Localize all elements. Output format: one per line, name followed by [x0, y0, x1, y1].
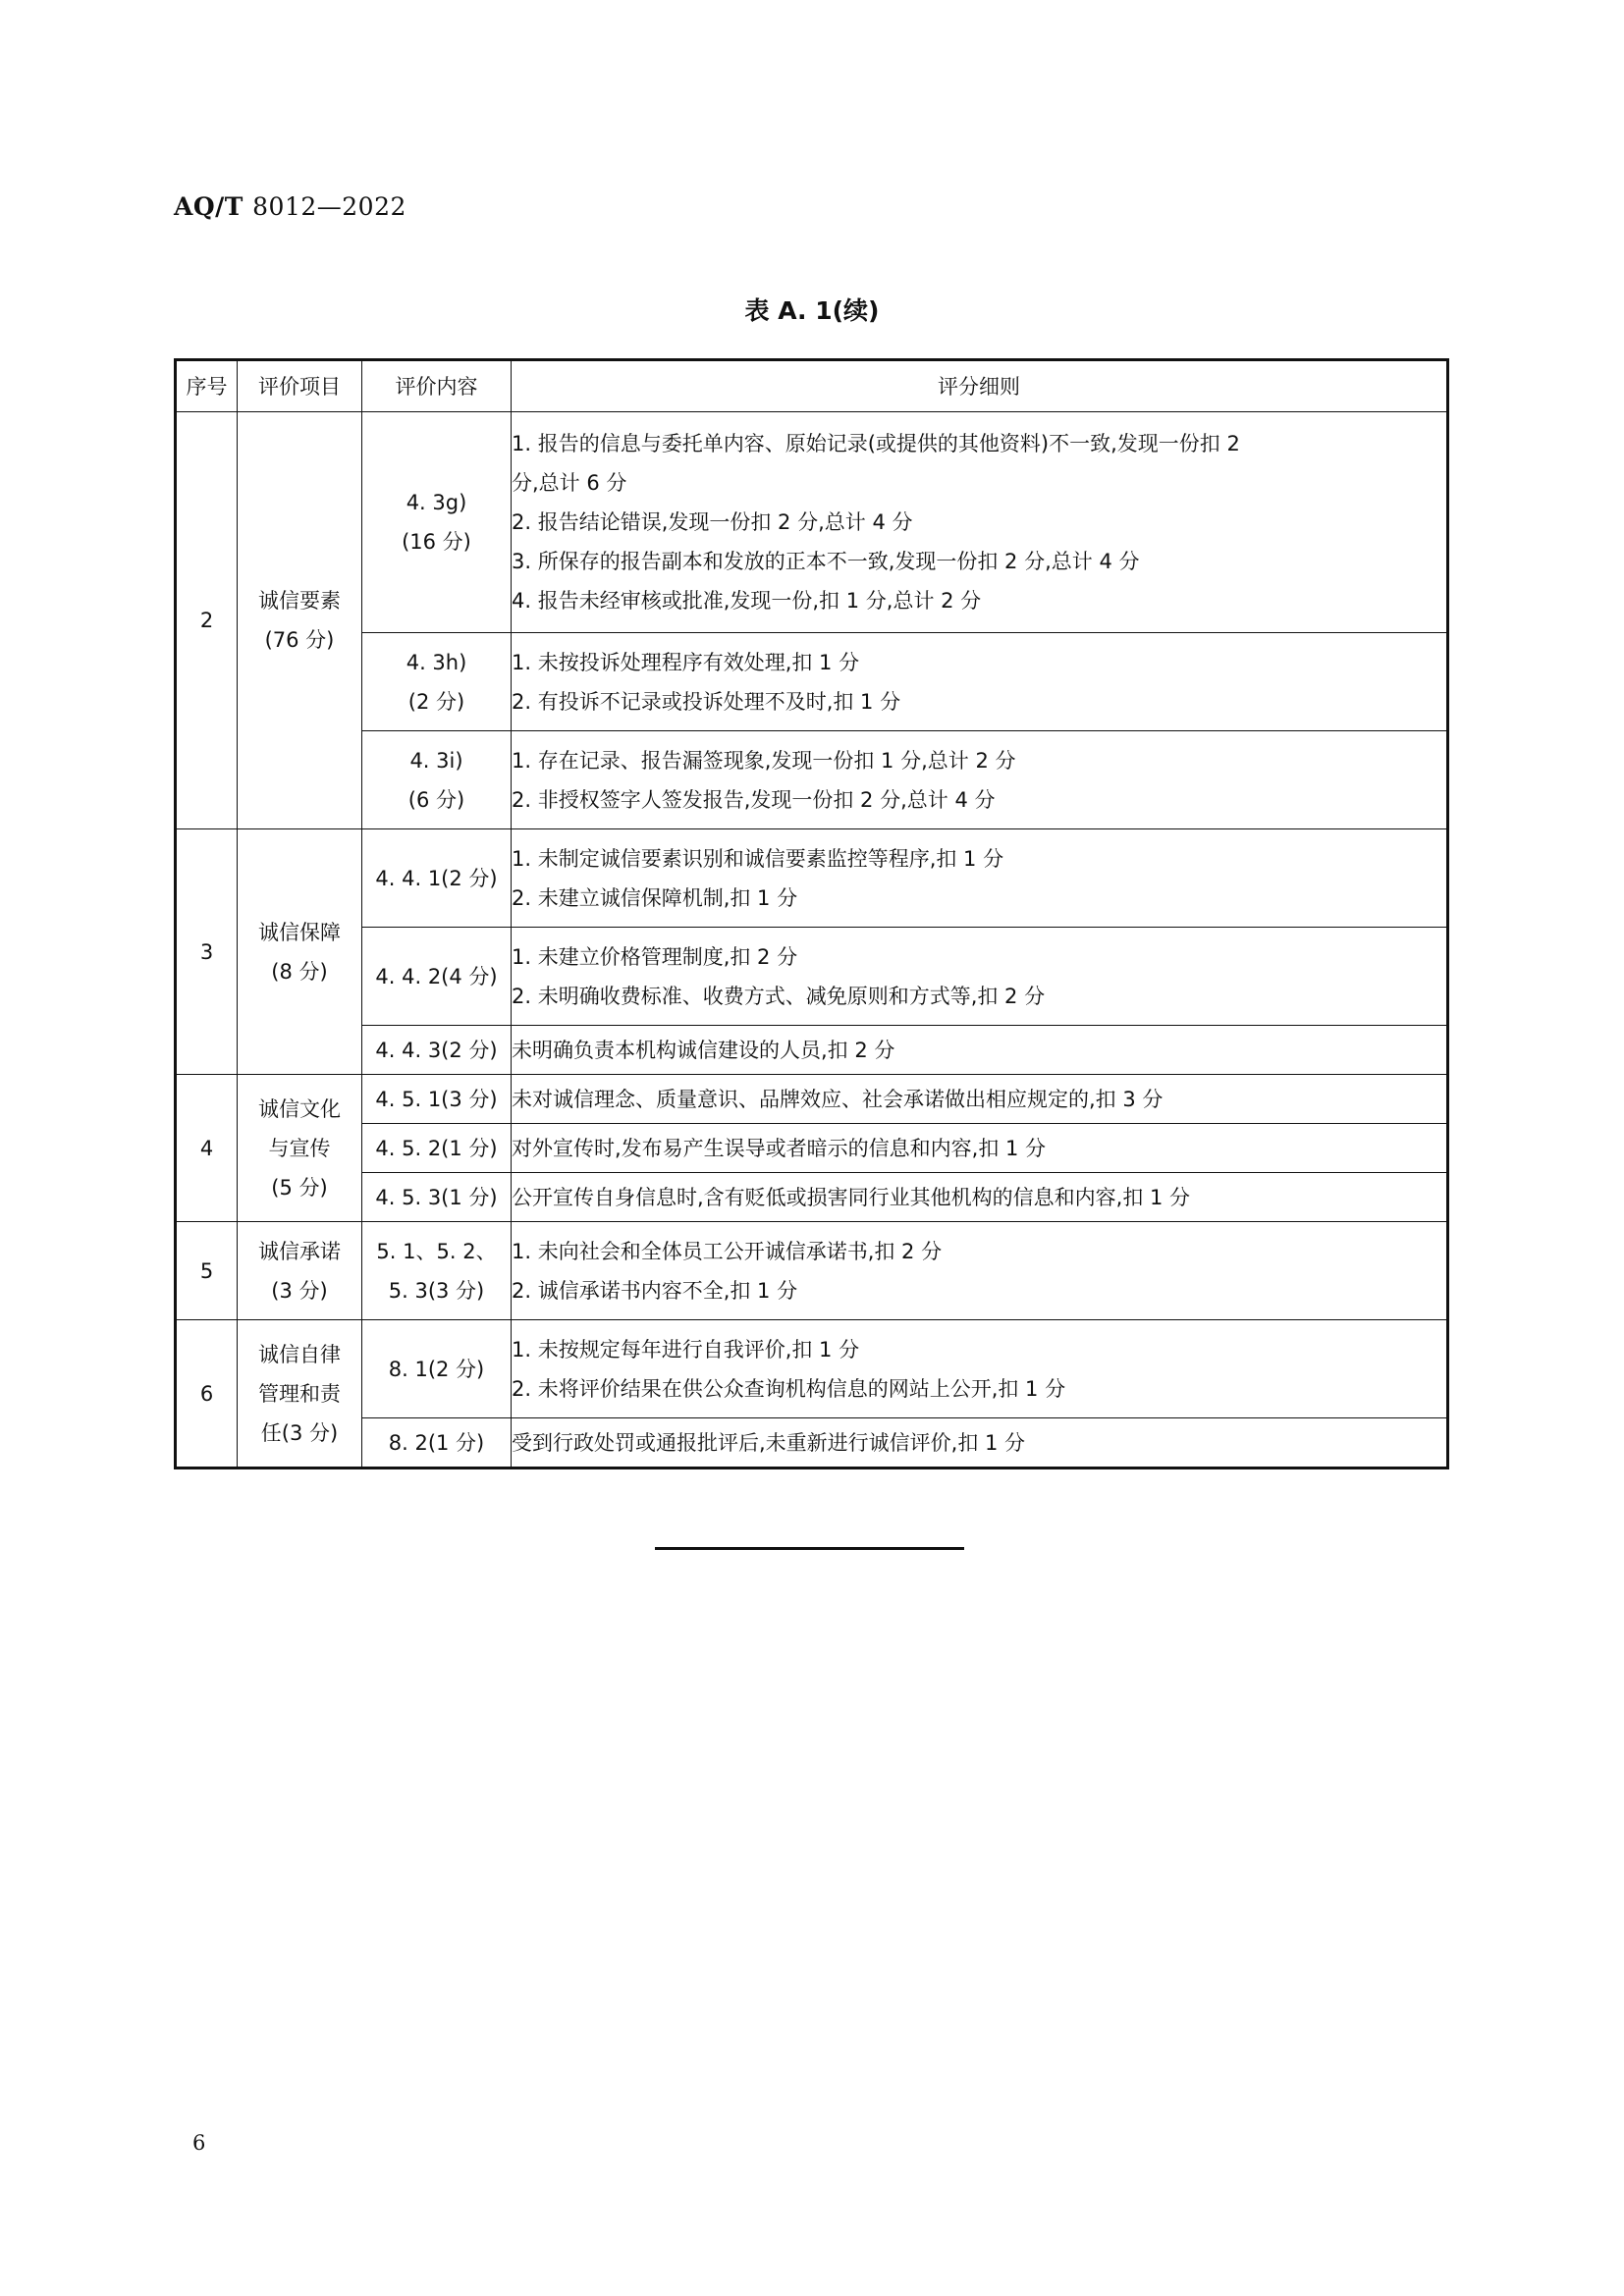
- end-of-document-rule: [655, 1547, 964, 1550]
- item-text: (5 分): [271, 1175, 328, 1200]
- rule-text: 2. 诚信承诺书内容不全,扣 1 分: [512, 1278, 798, 1303]
- table-row: [176, 1418, 1448, 1468]
- table-row: [176, 412, 1448, 633]
- content-cell: 4. 4. 2(4 分): [362, 928, 512, 1026]
- content-text: 4. 3i): [409, 748, 463, 773]
- content-cell: [362, 633, 512, 731]
- item-text: 诚信承诺: [258, 1239, 341, 1263]
- table-row: [176, 1222, 1448, 1320]
- serial-cell: 3: [176, 829, 238, 1075]
- rule-cell: [512, 928, 1448, 1026]
- rule-cell: [512, 1222, 1448, 1320]
- header-serial: 序号: [176, 360, 238, 412]
- rule-cell: [512, 829, 1448, 928]
- rule-cell: 对外宣传时,发布易产生误导或者暗示的信息和内容,扣 1 分: [512, 1124, 1448, 1173]
- content-text: (6 分): [407, 787, 465, 812]
- header-rules: 评分细则: [512, 360, 1448, 412]
- rule-text: 1. 未向社会和全体员工公开诚信承诺书,扣 2 分: [512, 1239, 943, 1263]
- serial-cell: 4: [176, 1075, 238, 1222]
- serial-cell: 5: [176, 1222, 238, 1320]
- table-caption: 表 A. 1(续): [744, 296, 880, 325]
- page-number: 6: [192, 2131, 206, 2155]
- rule-text: 3. 所保存的报告副本和发放的正本不一致,发现一份扣 2 分,总计 4 分: [512, 550, 1140, 573]
- table-row: [176, 1320, 1448, 1418]
- item-text: 诚信自律: [258, 1342, 341, 1366]
- content-text: (16 分): [402, 530, 471, 554]
- content-text: 5. 3(3 分): [388, 1278, 485, 1303]
- rule-text: 1. 报告的信息与委托单内容、原始记录(或提供的其他资料)不一致,发现一份扣 2: [512, 432, 1240, 455]
- content-cell: 4. 4. 3(2 分): [362, 1026, 512, 1075]
- item-text: 诚信文化: [258, 1096, 341, 1121]
- content-cell: [362, 1222, 512, 1320]
- content-cell: [362, 412, 512, 633]
- document-code: [174, 192, 406, 221]
- rule-cell: 公开宣传自身信息时,含有贬低或损害同行业其他机构的信息和内容,扣 1 分: [512, 1173, 1448, 1222]
- scoring-table: [174, 358, 1449, 1469]
- table-row: [176, 829, 1448, 928]
- item-text: 诚信保障: [258, 920, 341, 944]
- rule-cell: [512, 731, 1448, 829]
- rule-text: 1. 存在记录、报告漏签现象,发现一份扣 1 分,总计 2 分: [512, 748, 1016, 773]
- item-text: 诚信要素: [258, 589, 341, 613]
- item-text: 管理和责: [258, 1381, 341, 1406]
- table-row: [176, 1124, 1448, 1173]
- content-text: 5. 1、5. 2、: [376, 1239, 497, 1263]
- item-text: (8 分): [271, 959, 328, 984]
- rule-cell: [512, 1320, 1448, 1418]
- rule-cell: 未明确负责本机构诚信建设的人员,扣 2 分: [512, 1026, 1448, 1075]
- standard-number: 8012—2022: [252, 192, 406, 221]
- item-text: (3 分): [271, 1278, 328, 1303]
- rule-text: 4. 报告未经审核或批准,发现一份,扣 1 分,总计 2 分: [512, 589, 982, 613]
- rule-cell: [512, 412, 1448, 633]
- item-text: 与宣传: [268, 1136, 331, 1160]
- rule-text: 1. 未按投诉处理程序有效处理,扣 1 分: [512, 650, 860, 674]
- rule-text: 2. 报告结论错误,发现一份扣 2 分,总计 4 分: [512, 510, 913, 534]
- rule-text: 2. 未将评价结果在供公众查询机构信息的网站上公开,扣 1 分: [512, 1376, 1066, 1401]
- item-cell: [238, 1320, 362, 1468]
- table-row: [176, 731, 1448, 829]
- item-cell: [238, 829, 362, 1075]
- standard-prefix: AQ/T: [174, 192, 244, 221]
- content-cell: 4. 5. 2(1 分): [362, 1124, 512, 1173]
- table-row: [176, 1173, 1448, 1222]
- table-row: [176, 1026, 1448, 1075]
- rule-text: 2. 非授权签字人签发报告,发现一份扣 2 分,总计 4 分: [512, 787, 996, 812]
- rule-text: 2. 未建立诚信保障机制,扣 1 分: [512, 885, 798, 910]
- content-text: 4. 3g): [406, 491, 467, 514]
- table-row: [176, 1075, 1448, 1124]
- rule-text: 1. 未建立价格管理制度,扣 2 分: [512, 944, 798, 969]
- item-cell: [238, 1075, 362, 1222]
- content-text: 4. 3h): [406, 650, 467, 674]
- table-row: [176, 928, 1448, 1026]
- serial-cell: 6: [176, 1320, 238, 1468]
- rule-text: 1. 未制定诚信要素识别和诚信要素监控等程序,扣 1 分: [512, 846, 1004, 871]
- rule-text: 2. 未明确收费标准、收费方式、减免原则和方式等,扣 2 分: [512, 984, 1046, 1008]
- table-row: [176, 633, 1448, 731]
- content-cell: 8. 2(1 分): [362, 1418, 512, 1468]
- content-cell: 4. 5. 3(1 分): [362, 1173, 512, 1222]
- content-cell: 4. 4. 1(2 分): [362, 829, 512, 928]
- content-cell: 4. 5. 1(3 分): [362, 1075, 512, 1124]
- rule-text: 分,总计 6 分: [512, 471, 627, 495]
- header-content: 评价内容: [362, 360, 512, 412]
- item-cell: [238, 412, 362, 829]
- item-text: 任(3 分): [260, 1420, 339, 1445]
- item-cell: [238, 1222, 362, 1320]
- rule-text: 2. 有投诉不记录或投诉处理不及时,扣 1 分: [512, 689, 901, 714]
- table-header-row: [176, 360, 1448, 412]
- content-cell: 8. 1(2 分): [362, 1320, 512, 1418]
- rule-cell: [512, 633, 1448, 731]
- rule-text: 1. 未按规定每年进行自我评价,扣 1 分: [512, 1337, 860, 1362]
- item-text: (76 分): [264, 628, 335, 652]
- header-item: 评价项目: [238, 360, 362, 412]
- serial-cell: 2: [176, 412, 238, 829]
- rule-cell: 受到行政处罚或通报批评后,未重新进行诚信评价,扣 1 分: [512, 1418, 1448, 1468]
- rule-cell: 未对诚信理念、质量意识、品牌效应、社会承诺做出相应规定的,扣 3 分: [512, 1075, 1448, 1124]
- content-cell: [362, 731, 512, 829]
- content-text: (2 分): [407, 689, 465, 714]
